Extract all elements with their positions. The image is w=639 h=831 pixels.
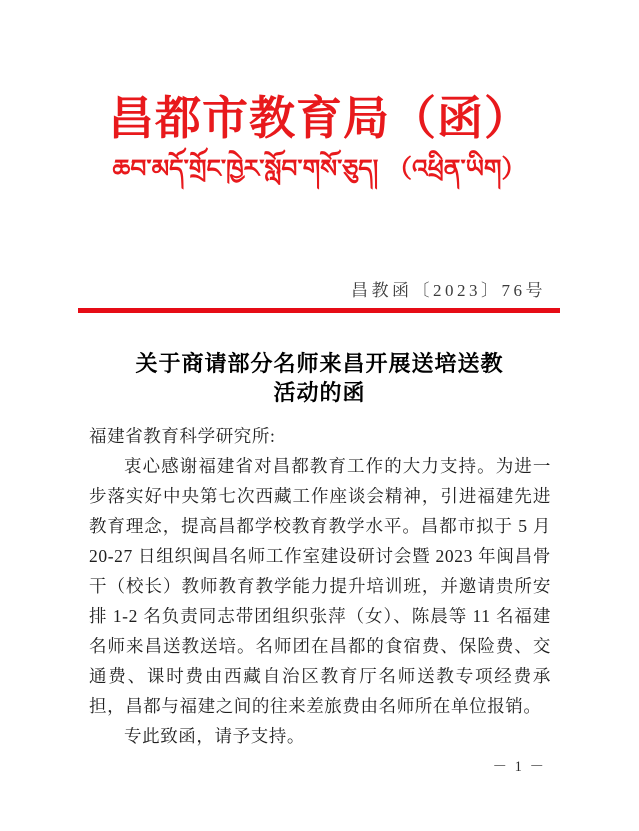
body-paragraph-main: 衷心感谢福建省对昌都教育工作的大力支持。为进一步落实好中央第七次西藏工作座谈会精神，引进福建先进教育理念，提高昌都学校教育教学水平。昌都市拟于 5 月 20-27 日组织闽昌名师工作室建设研讨会暨 2023 年闽昌骨干（校长）教师教育教学能力提升培训班，并邀请贵所安排 1-2 名负责同志带团组织张萍（女）、陈晨等 11 名福建名师来昌送教送培。名师团在昌都的食宿费、保险费、交通费、课时费由西藏自治区教育厅名师送教专项经费承担，昌都与福建之间的往来差旅费由名师所在单位报销。 <box>89 456 551 716</box>
letter-title-line2: 活动的函 <box>273 379 366 405</box>
red-divider-rule <box>78 308 560 313</box>
salutation: 福建省教育科学研究所: <box>89 426 276 446</box>
page-number: － 1 － <box>492 759 546 775</box>
reference-number: 昌教函〔2023〕76号 <box>351 281 546 300</box>
letterhead <box>0 92 639 191</box>
letter-title <box>40 349 599 407</box>
page-footer <box>493 755 547 776</box>
agency-name-chinese: 昌都市教育局（函） <box>108 93 531 144</box>
agency-name-tibetan: ཆབ་མདོ་གྲོང་ཁྱེར་སློབ་གསོ་ཅུད། （འཕྲིན་ཡིག） <box>112 154 527 183</box>
letter-title-line1: 关于商请部分名师来昌开展送培送教 <box>135 350 504 376</box>
closing-line: 专此致函，请予支持。 <box>124 726 305 746</box>
letter-body <box>89 421 551 751</box>
